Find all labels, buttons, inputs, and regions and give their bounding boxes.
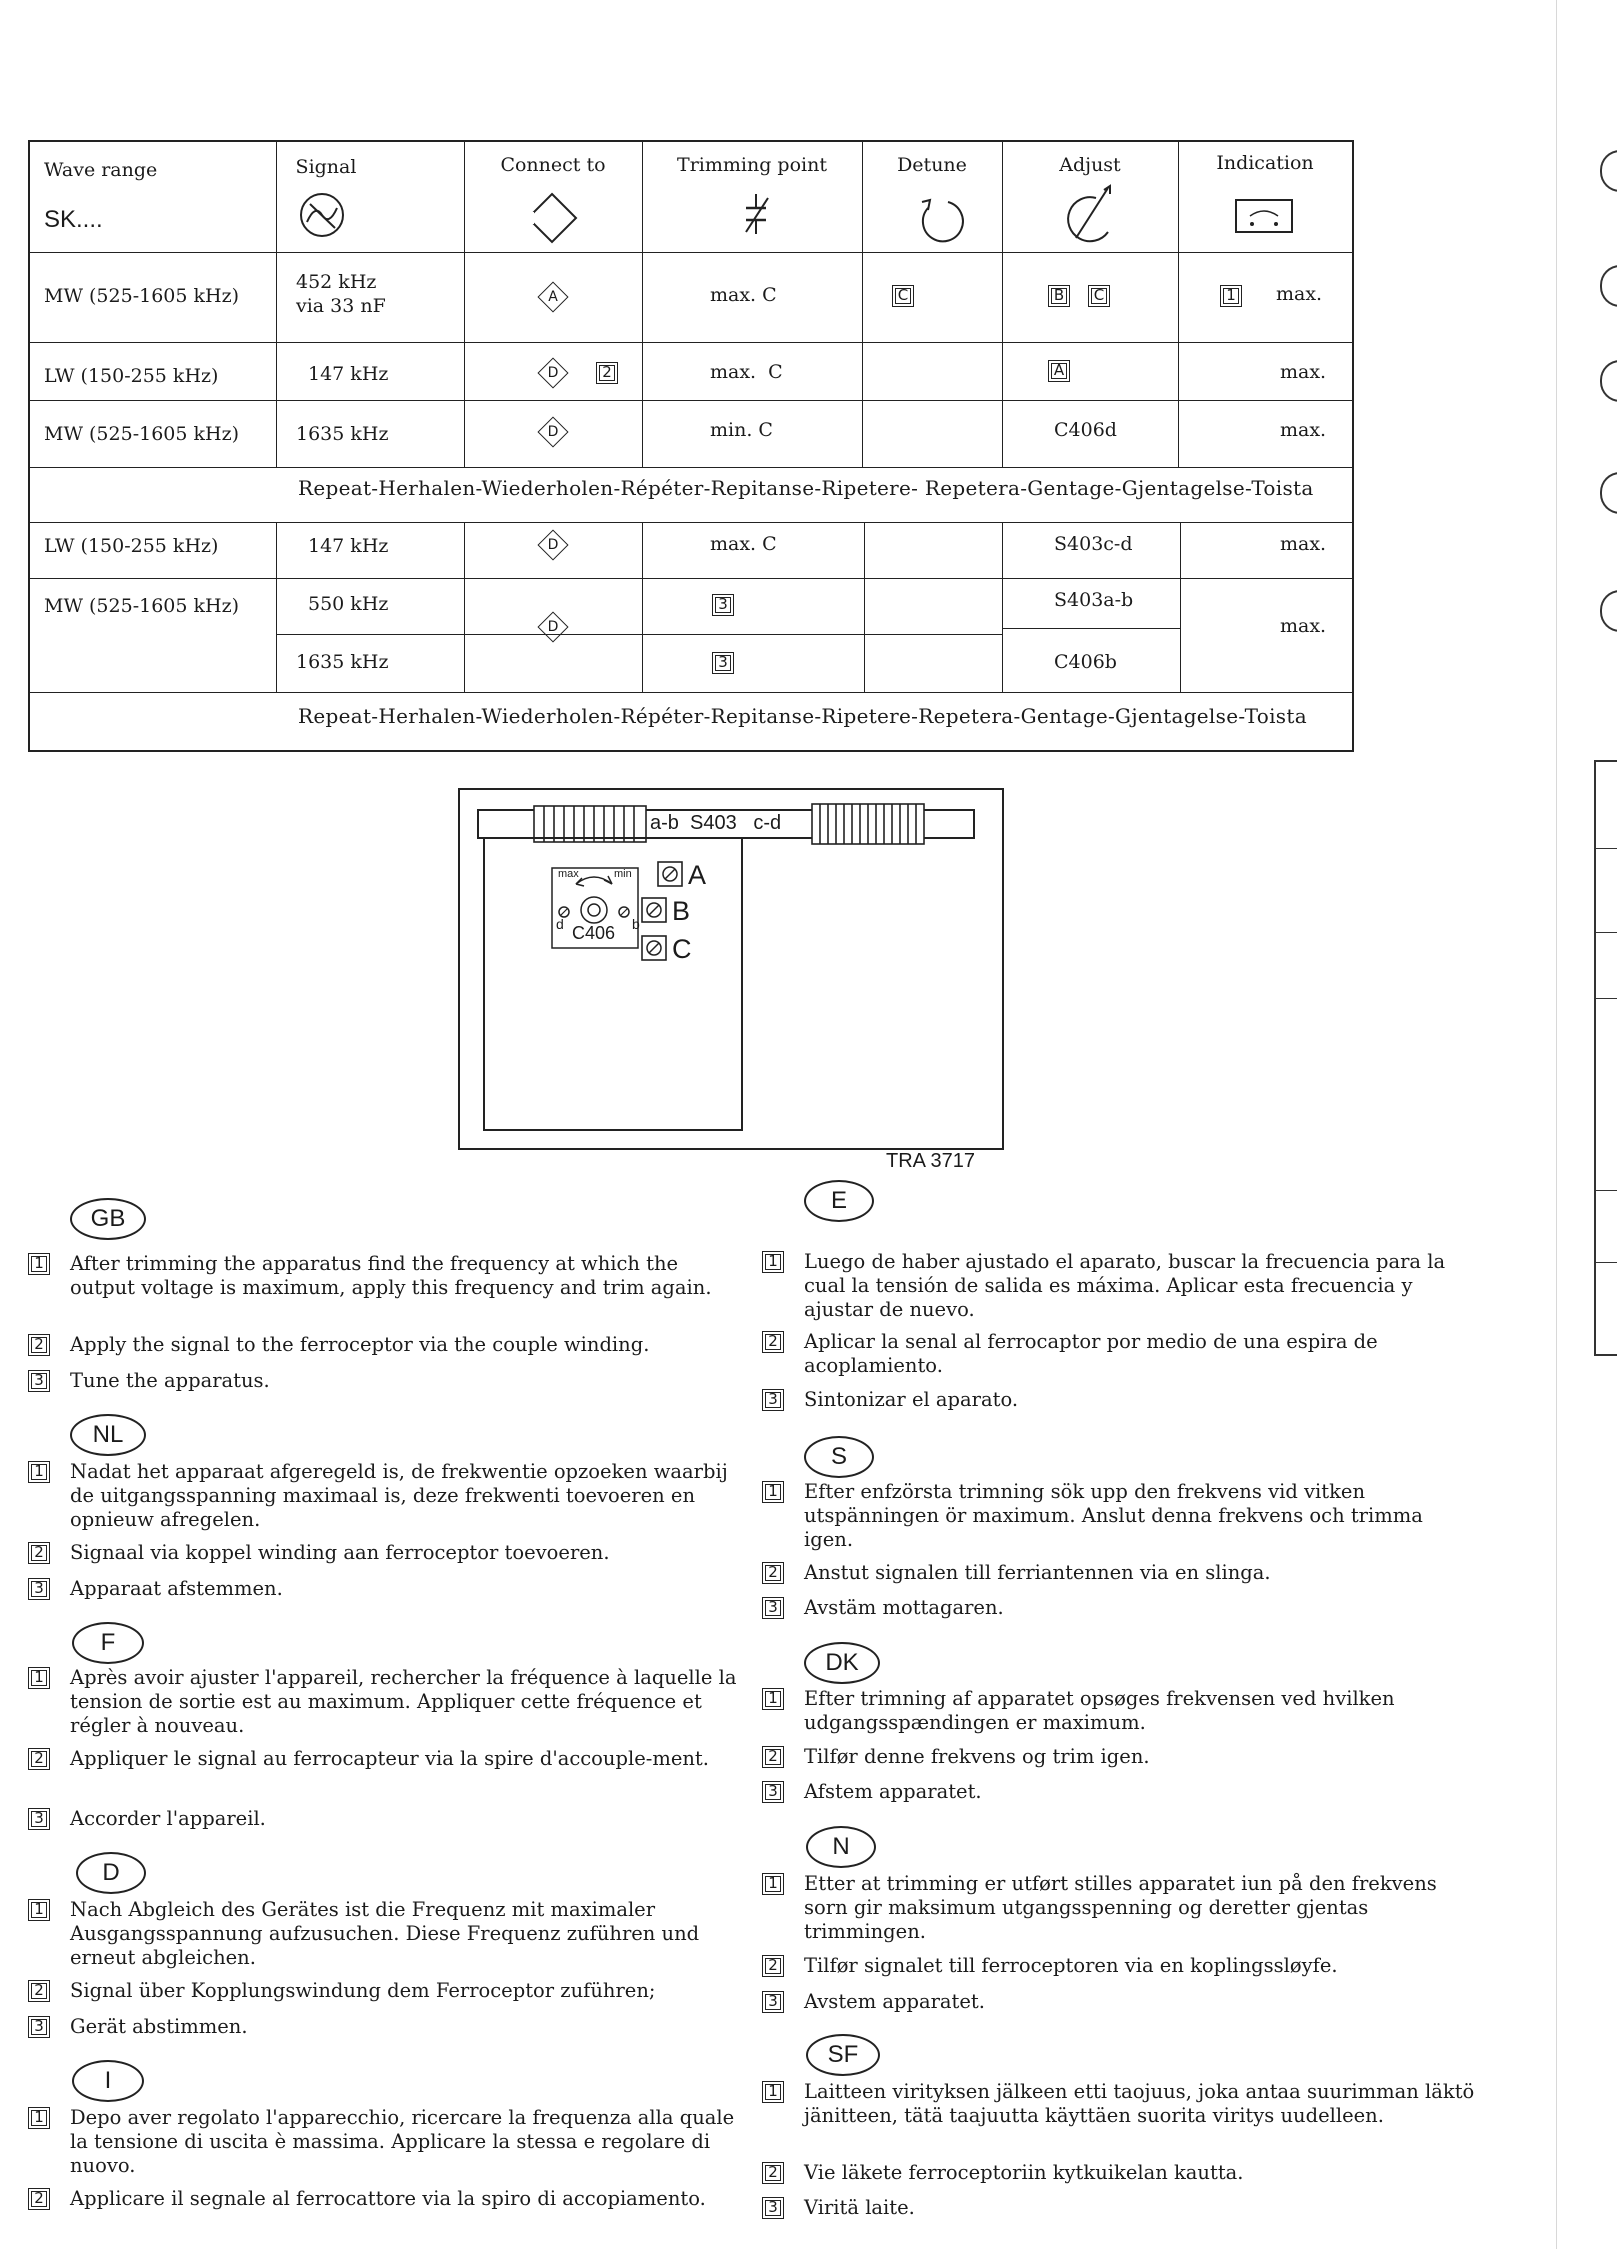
row3-adjust: C406d (1054, 419, 1117, 441)
row2-signal: 147 kHz (308, 363, 389, 385)
nl-step-3: 3 Apparaat afstemmen. (70, 1577, 742, 1601)
row3-connect-label: D (547, 424, 559, 440)
row1-trim: max. C (710, 284, 777, 306)
switch-label: a-b S403 c-d (650, 812, 782, 834)
adjacent-page-table (1594, 760, 1617, 1356)
i-step-1: 1 Depo aver regolato l'apparecchio, ricercare la frequenza alla quale la tensione di uscita è massima. Applicare la stessa e regolare di nuovo. (70, 2106, 742, 2178)
n-step-2: 2 Tilfør signalet till ferroceptoren via en koplingssløyfe. (804, 1954, 1476, 1978)
row2-wave: LW (150-255 kHz) (44, 365, 219, 387)
header-indication: Indication (1216, 152, 1314, 174)
row1-wave: MW (525-1605 kHz) (44, 285, 240, 307)
gb-step-1: 1 After trimming the apparatus find the frequency at which the output voltage is maximum, apply this frequency and trim again. (70, 1252, 742, 1300)
f-step-3: 3 Accorder l'appareil. (70, 1807, 742, 1831)
lang-i-badge: I (72, 2060, 144, 2102)
gb-step-2: 2 Apply the signal to the ferroceptor via the couple winding. (70, 1333, 742, 1357)
repeat-note-1: Repeat-Herhalen-Wiederholen-Répéter-Repitanse-Ripetere- Repetera-Gentage-Gjentagelse-Toista (298, 476, 1314, 500)
adjacent-page-table-line (1594, 998, 1617, 999)
row2-connect-box: 2 (596, 362, 618, 384)
adjacent-page-table-line (1594, 848, 1617, 849)
dk-step-2: 2 Tilfør denne frekvens og trim igen. (804, 1745, 1476, 1769)
meter-indication-icon (1236, 200, 1292, 232)
n-step-1: 1 Etter at trimming er utført stilles apparatet iun på den frekvens sorn gir maksimum utgangsspenning og deretter gjentas trimmingen. (804, 1872, 1476, 1944)
row3-signal: 1635 kHz (296, 423, 389, 445)
s-step-2: 2 Anstut signalen till ferriantennen via en slinga. (804, 1561, 1476, 1585)
row1-adjust-box-2: C (1088, 285, 1110, 307)
row3-trim: min. C (710, 419, 773, 441)
row3-wave: MW (525-1605 kHz) (44, 423, 240, 445)
lang-dk-badge: DK (804, 1642, 880, 1684)
header-adjust: Adjust (1059, 154, 1121, 176)
row1-connect-label: A (548, 289, 558, 305)
capacitor-label: C406 (572, 923, 616, 943)
sf-step-1: 1 Laitteen virityksen jälkeen etti taojuus, joka antaa suurimman läktö jänitteen, tätä taajuutta käyttäen suorita viritys uudelleen. (804, 2080, 1476, 2128)
lang-s-badge: S (804, 1436, 874, 1478)
lang-nl-badge: NL (70, 1414, 146, 1456)
f-step-1: 1 Après avoir ajuster l'appareil, rechercher la fréquence à laquelle la tension de sortie est au maximum. Appliquer cette fréquence et régler à nouveau. (70, 1666, 742, 1738)
drawing-reference: TRA 3717 (886, 1150, 975, 1172)
row4-connect-label: D (547, 537, 559, 553)
header-detune: Detune (897, 154, 967, 176)
lang-n-badge: N (806, 1826, 876, 1868)
d-step-1: 1 Nach Abgleich des Gerätes ist die Frequenz mit maximaler Ausgangsspannung aufzusuchen. Diese Frequenz zuführen und erneut abgleichen. (70, 1898, 742, 1970)
header-wave-range: Wave range (44, 159, 158, 181)
row2-adjust-box: A (1048, 360, 1070, 382)
alignment-table (28, 140, 1354, 752)
row2-connect-label: D (547, 365, 559, 381)
repeat-note-2: Repeat-Herhalen-Wiederholen-Répéter-Repitanse-Ripetere-Repetera-Gentage-Gjentagelse-Toista (298, 704, 1307, 728)
trim-point-b: B (672, 896, 691, 926)
dk-step-1: 1 Efter trimning af apparatet opsøges frekvensen ved hvilken udgangsspændingen er maximum. (804, 1687, 1476, 1735)
row5-wave: MW (525-1605 kHz) (44, 595, 240, 617)
lang-f-badge: F (72, 1622, 144, 1664)
adjacent-page-table-line (1594, 932, 1617, 933)
capacitor-min-label: min (614, 868, 632, 880)
trimmer-capacitor-icon (746, 194, 768, 234)
trimming-diagram (458, 788, 1004, 1150)
capacitor-max-label: max (558, 868, 579, 880)
header-symbols (30, 142, 1352, 252)
adjacent-page-table-line (1594, 1190, 1617, 1191)
f-step-2: 2 Appliquer le signal au ferrocapteur via la spire d'accouple-ment. (70, 1747, 742, 1771)
row2-trim: max. C (710, 361, 783, 383)
nl-step-2: 2 Signaal via koppel winding aan ferroceptor toevoeren. (70, 1541, 742, 1565)
row5-connect-label: D (547, 619, 559, 635)
lang-gb-badge: GB (70, 1198, 146, 1240)
s-step-1: 1 Efter enfzörsta trimning sök upp den frekvens vid vitken utspänningen ör maximum. Anslut denna frekvens och trimma igen. (804, 1480, 1476, 1552)
header-wave-range-sk: SK.... (44, 206, 103, 233)
capacitor-b-label: b (632, 916, 640, 932)
row4-signal: 147 kHz (308, 535, 389, 557)
adjust-tool-icon (1068, 186, 1110, 241)
row3-indication: max. (1280, 419, 1327, 441)
lang-d-badge: D (76, 1852, 146, 1894)
row1-adjust-box-1: B (1048, 285, 1070, 307)
trim-point-a: A (688, 860, 707, 890)
header-connect-to: Connect to (500, 154, 606, 176)
row6-signal: 1635 kHz (296, 651, 389, 673)
i-step-2: 2 Applicare il segnale al ferrocattore via la spiro di accopiamento. (70, 2187, 742, 2211)
row4-wave: LW (150-255 kHz) (44, 535, 219, 557)
signal-generator-icon (301, 194, 343, 236)
s-step-3: 3 Avstäm mottagaren. (804, 1596, 1476, 1620)
header-trimming-point: Trimming point (677, 154, 827, 176)
e-step-3: 3 Sintonizar el aparato. (804, 1388, 1476, 1412)
d-step-2: 2 Signal über Kopplungswindung dem Ferroceptor zuführen; (70, 1979, 742, 2003)
row5-signal: 550 kHz (308, 593, 389, 615)
e-step-1: 1 Luego de haber ajustado el aparato, buscar la frecuencia para la cual la tensión de salida es máxima. Aplicar esta frecuencia y ajustar de nuevo. (804, 1250, 1476, 1322)
row1-signal: 452 kHz via 33 nF (296, 271, 386, 317)
row1-indication-box: 1 (1220, 285, 1242, 307)
sf-step-2: 2 Vie läkete ferroceptoriin kytkuikelan kautta. (804, 2161, 1476, 2185)
row2-indication: max. (1280, 361, 1327, 383)
gb-step-3: 3 Tune the apparatus. (70, 1369, 742, 1393)
row6-adjust: C406b (1054, 651, 1117, 673)
capacitor-d-label: d (556, 916, 564, 932)
row1-indication: max. (1276, 283, 1323, 305)
row4-adjust: S403c-d (1054, 533, 1133, 555)
e-step-2: 2 Aplicar la senal al ferrocaptor por medio de una espira de acoplamiento. (804, 1330, 1476, 1378)
row5-trim-box: 3 (712, 594, 734, 616)
detune-arrow-icon (922, 200, 963, 241)
row1-detune-box: C (892, 285, 914, 307)
adjacent-page-table-line (1594, 1262, 1617, 1263)
n-step-3: 3 Avstem apparatet. (804, 1990, 1476, 2014)
row5-indication: max. (1280, 615, 1327, 637)
row4-trim: max. C (710, 533, 777, 555)
row4-indication: max. (1280, 533, 1327, 555)
sf-step-3: 3 Viritä laite. (804, 2196, 1476, 2220)
dk-step-3: 3 Afstem apparatet. (804, 1780, 1476, 1804)
lang-e-badge: E (804, 1180, 874, 1222)
nl-step-1: 1 Nadat het apparaat afgeregeld is, de frekwentie opzoeken waarbij de uitgangsspanning maximaal is, deze frekwenti toevoeren en opnieuw afregelen. (70, 1460, 742, 1532)
d-step-3: 3 Gerät abstimmen. (70, 2015, 742, 2039)
row5-adjust: S403a-b (1054, 589, 1134, 611)
header-signal: Signal (295, 156, 357, 178)
connect-symbol-icon (522, 194, 576, 242)
lang-sf-badge: SF (806, 2034, 880, 2076)
row6-trim-box: 3 (712, 652, 734, 674)
trim-point-c: C (672, 934, 692, 964)
chassis-drawing (458, 788, 1004, 1150)
